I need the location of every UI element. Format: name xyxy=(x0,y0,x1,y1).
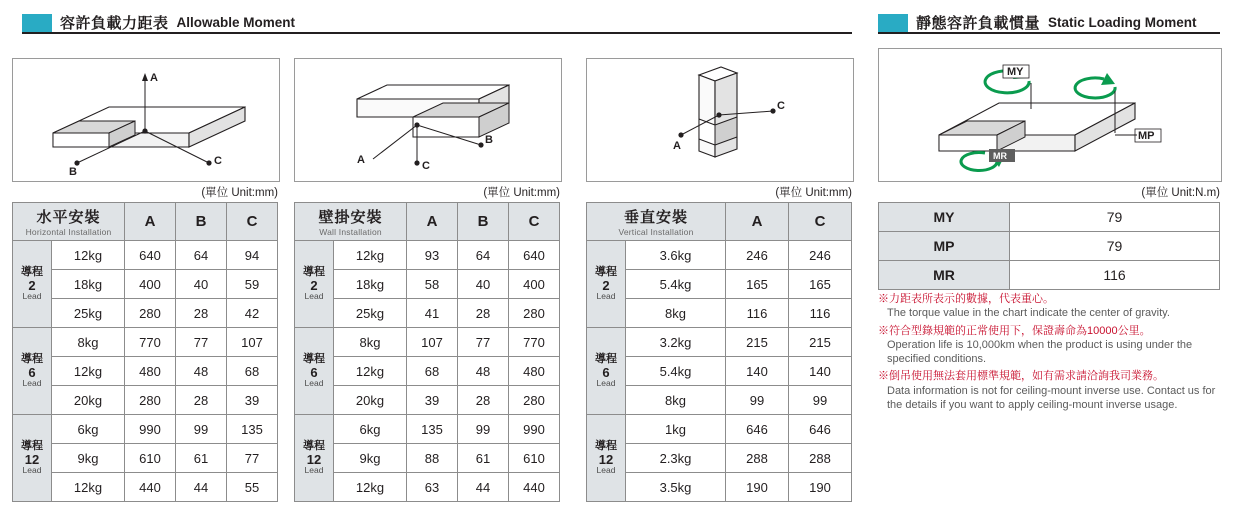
value-cell-a: 215 xyxy=(726,328,789,357)
value-cell-a: 140 xyxy=(726,357,789,386)
value-cell-c: 288 xyxy=(789,444,852,473)
value-cell-c: 646 xyxy=(789,415,852,444)
value-cell-a: 610 xyxy=(125,444,176,473)
column-header-b: B xyxy=(458,203,509,241)
lead-value: 2 xyxy=(28,277,36,293)
load-cell: 25kg xyxy=(334,299,407,328)
load-cell: 5.4kg xyxy=(626,357,726,386)
value-cell-c: 640 xyxy=(509,241,560,270)
lead-label-en: Lead xyxy=(596,290,616,301)
table-row xyxy=(587,270,852,299)
value-cell-b: 64 xyxy=(176,241,227,270)
label-mr-static: MR xyxy=(993,151,1007,161)
note-zh-2: ※符合型錄規範的正常使用下，保證壽命為10000公里。 xyxy=(878,324,1151,337)
value-cell-a: 88 xyxy=(407,444,458,473)
table-row xyxy=(295,299,560,328)
diagram-horizontal-installation xyxy=(12,58,280,182)
value-cell-c: 440 xyxy=(509,473,560,502)
table-row xyxy=(587,473,852,502)
column-header-c: C xyxy=(789,203,852,241)
value-cell-c: 107 xyxy=(227,328,278,357)
value-cell-a: 99 xyxy=(726,386,789,415)
lead-value: 12 xyxy=(24,451,40,467)
value-cell-a: 93 xyxy=(407,241,458,270)
table-horizontal-installation xyxy=(12,202,278,502)
lead-label-zh: 導程 xyxy=(303,353,325,366)
lead-group-cell xyxy=(587,328,626,415)
label-c-vertical: C xyxy=(777,100,785,112)
value-cell-c: 215 xyxy=(789,328,852,357)
table-row xyxy=(587,241,852,270)
value-cell-a: 39 xyxy=(407,386,458,415)
table-title-zh: 壁掛安裝 xyxy=(318,209,383,226)
lead-value: 12 xyxy=(306,451,322,467)
value-cell-b: 40 xyxy=(458,270,509,299)
value-cell-c: 42 xyxy=(227,299,278,328)
lead-group-cell xyxy=(587,241,626,328)
table-vertical-installation xyxy=(586,202,852,502)
value-cell-c: 190 xyxy=(789,473,852,502)
note-en-2: Operation life is 10,000km when the product is using under the specified conditions. xyxy=(887,338,1193,366)
unit-label-wall: (單位 Unit:mm) xyxy=(483,187,560,199)
load-cell: 12kg xyxy=(334,357,407,386)
static-value-mr: 116 xyxy=(1010,261,1220,290)
label-b-horizontal: B xyxy=(69,166,77,178)
accent-bar-left xyxy=(22,14,52,32)
lead-label-zh: 導程 xyxy=(21,353,43,366)
lead-label-zh: 導程 xyxy=(595,353,617,366)
load-cell: 25kg xyxy=(52,299,125,328)
accent-bar-right xyxy=(878,14,908,32)
note-en-1: The torque value in the chart indicate the center of gravity. xyxy=(887,307,1170,320)
table-row xyxy=(13,270,278,299)
table-row xyxy=(295,473,560,502)
note-zh-1: ※力距表所表示的數據，代表重心。 xyxy=(878,293,1054,305)
table-row xyxy=(587,357,852,386)
label-mp-static: MP xyxy=(1138,130,1155,142)
lead-value: 6 xyxy=(28,364,36,380)
column-header-a: A xyxy=(407,203,458,241)
load-cell: 18kg xyxy=(52,270,125,299)
load-cell: 12kg xyxy=(334,473,407,502)
table-row xyxy=(295,415,560,444)
value-cell-c: 770 xyxy=(509,328,560,357)
label-a-wall: A xyxy=(357,154,365,166)
lead-value: 12 xyxy=(598,451,614,467)
value-cell-b: 48 xyxy=(458,357,509,386)
value-cell-a: 440 xyxy=(125,473,176,502)
table-title-en: Vertical Installation xyxy=(618,227,694,237)
table-title-cell xyxy=(587,203,726,241)
value-cell-a: 280 xyxy=(125,299,176,328)
table-wall-installation xyxy=(294,202,560,502)
table-row xyxy=(295,444,560,473)
load-cell: 3.2kg xyxy=(626,328,726,357)
table-row xyxy=(13,241,278,270)
load-cell: 12kg xyxy=(52,241,125,270)
value-cell-a: 288 xyxy=(726,444,789,473)
lead-label-zh: 導程 xyxy=(21,266,43,279)
table-row xyxy=(295,386,560,415)
value-cell-b: 40 xyxy=(176,270,227,299)
value-cell-a: 990 xyxy=(125,415,176,444)
table-row-header xyxy=(587,203,852,241)
value-cell-b: 28 xyxy=(176,386,227,415)
header-rule-right xyxy=(878,32,1220,34)
table-title-en: Wall Installation xyxy=(319,227,382,237)
static-value-my: 79 xyxy=(1010,203,1220,232)
value-cell-b: 64 xyxy=(458,241,509,270)
load-cell: 20kg xyxy=(52,386,125,415)
column-header-a: A xyxy=(125,203,176,241)
value-cell-a: 480 xyxy=(125,357,176,386)
value-cell-b: 28 xyxy=(458,386,509,415)
lead-label-en: Lead xyxy=(596,464,616,475)
value-cell-c: 94 xyxy=(227,241,278,270)
table-static-loading-moment xyxy=(878,202,1220,290)
static-key-my: MY xyxy=(879,203,1010,232)
load-cell: 9kg xyxy=(52,444,125,473)
lead-label-en: Lead xyxy=(304,377,324,388)
unit-label-horizontal: (單位 Unit:mm) xyxy=(201,187,278,199)
load-cell: 8kg xyxy=(334,328,407,357)
table-row xyxy=(13,473,278,502)
table-row xyxy=(13,357,278,386)
load-cell: 12kg xyxy=(52,473,125,502)
load-cell: 12kg xyxy=(334,241,407,270)
lead-group-cell xyxy=(295,415,334,502)
value-cell-b: 61 xyxy=(458,444,509,473)
lead-value: 2 xyxy=(602,277,610,293)
unit-label-static: (單位 Unit:N.m) xyxy=(1141,187,1220,199)
header-rule-left xyxy=(22,32,852,34)
value-cell-c: 280 xyxy=(509,386,560,415)
table-title-en: Horizontal Installation xyxy=(25,227,112,237)
static-key-mp: MP xyxy=(879,232,1010,261)
lead-label-zh: 導程 xyxy=(303,440,325,453)
diagram-static-loading xyxy=(878,48,1222,182)
value-cell-c: 135 xyxy=(227,415,278,444)
value-cell-a: 246 xyxy=(726,241,789,270)
value-cell-c: 280 xyxy=(509,299,560,328)
value-cell-c: 77 xyxy=(227,444,278,473)
value-cell-a: 58 xyxy=(407,270,458,299)
table-row-header xyxy=(13,203,278,241)
load-cell: 9kg xyxy=(334,444,407,473)
section-title-zh-left: 容許負載力距表 xyxy=(60,15,169,32)
value-cell-a: 165 xyxy=(726,270,789,299)
table-title-cell xyxy=(13,203,125,241)
value-cell-c: 990 xyxy=(509,415,560,444)
load-cell: 18kg xyxy=(334,270,407,299)
value-cell-a: 770 xyxy=(125,328,176,357)
table-title-zh: 垂直安裝 xyxy=(623,209,688,226)
value-cell-a: 400 xyxy=(125,270,176,299)
load-cell: 8kg xyxy=(52,328,125,357)
column-header-c: C xyxy=(227,203,278,241)
label-c-horizontal: C xyxy=(214,155,222,167)
lead-label-en: Lead xyxy=(304,290,324,301)
unit-label-vertical: (單位 Unit:mm) xyxy=(775,187,852,199)
table-row xyxy=(13,328,278,357)
table-row xyxy=(587,415,852,444)
value-cell-c: 68 xyxy=(227,357,278,386)
load-cell: 5.4kg xyxy=(626,270,726,299)
value-cell-a: 646 xyxy=(726,415,789,444)
table-row xyxy=(13,415,278,444)
lead-group-cell xyxy=(295,328,334,415)
value-cell-b: 61 xyxy=(176,444,227,473)
lead-value: 2 xyxy=(310,277,318,293)
section-header-allowable-moment xyxy=(22,12,295,33)
load-cell: 3.6kg xyxy=(626,241,726,270)
lead-label-en: Lead xyxy=(22,290,42,301)
lead-label-en: Lead xyxy=(22,464,42,475)
value-cell-a: 68 xyxy=(407,357,458,386)
lead-label-zh: 導程 xyxy=(21,440,43,453)
diagram-vertical-installation xyxy=(586,58,854,182)
lead-value: 6 xyxy=(310,364,318,380)
lead-label-en: Lead xyxy=(304,464,324,475)
table-row xyxy=(587,386,852,415)
lead-label-en: Lead xyxy=(22,377,42,388)
value-cell-c: 246 xyxy=(789,241,852,270)
table-title-zh: 水平安裝 xyxy=(36,209,101,226)
value-cell-b: 48 xyxy=(176,357,227,386)
value-cell-b: 77 xyxy=(176,328,227,357)
table-row xyxy=(587,328,852,357)
value-cell-b: 44 xyxy=(176,473,227,502)
section-header-static-loading xyxy=(878,12,1197,33)
value-cell-a: 63 xyxy=(407,473,458,502)
lead-group-cell xyxy=(587,415,626,502)
note-zh-3: ※倒吊使用無法套用標準規範，如有需求請洽詢我司業務。 xyxy=(878,370,1164,383)
table-row xyxy=(587,299,852,328)
table-row xyxy=(587,444,852,473)
value-cell-b: 28 xyxy=(458,299,509,328)
table-row xyxy=(879,261,1220,290)
lead-group-cell xyxy=(13,241,52,328)
lead-label-zh: 導程 xyxy=(595,266,617,279)
section-title-en-right: Static Loading Moment xyxy=(1048,15,1197,30)
value-cell-a: 116 xyxy=(726,299,789,328)
table-row xyxy=(879,203,1220,232)
value-cell-c: 55 xyxy=(227,473,278,502)
value-cell-b: 28 xyxy=(176,299,227,328)
value-cell-c: 610 xyxy=(509,444,560,473)
value-cell-a: 107 xyxy=(407,328,458,357)
lead-value: 6 xyxy=(602,364,610,380)
value-cell-c: 165 xyxy=(789,270,852,299)
column-header-b: B xyxy=(176,203,227,241)
load-cell: 2.3kg xyxy=(626,444,726,473)
value-cell-c: 59 xyxy=(227,270,278,299)
load-cell: 3.5kg xyxy=(626,473,726,502)
value-cell-c: 116 xyxy=(789,299,852,328)
value-cell-c: 99 xyxy=(789,386,852,415)
load-cell: 8kg xyxy=(626,299,726,328)
value-cell-a: 190 xyxy=(726,473,789,502)
value-cell-c: 140 xyxy=(789,357,852,386)
column-header-c: C xyxy=(509,203,560,241)
lead-label-en: Lead xyxy=(596,377,616,388)
table-title-cell xyxy=(295,203,407,241)
load-cell: 20kg xyxy=(334,386,407,415)
load-cell: 6kg xyxy=(52,415,125,444)
value-cell-c: 480 xyxy=(509,357,560,386)
section-title-zh-right: 靜態容許負載慣量 xyxy=(916,15,1041,32)
value-cell-b: 99 xyxy=(176,415,227,444)
label-c-wall: C xyxy=(422,160,430,172)
table-row xyxy=(13,299,278,328)
table-row xyxy=(13,444,278,473)
value-cell-b: 77 xyxy=(458,328,509,357)
static-key-mr: MR xyxy=(879,261,1010,290)
label-my-static: MY xyxy=(1007,66,1024,78)
label-b-wall: B xyxy=(485,134,493,146)
table-row xyxy=(295,357,560,386)
value-cell-a: 41 xyxy=(407,299,458,328)
lead-group-cell xyxy=(295,241,334,328)
table-row xyxy=(13,386,278,415)
column-header-a: A xyxy=(726,203,789,241)
load-cell: 6kg xyxy=(334,415,407,444)
table-row xyxy=(879,232,1220,261)
diagram-wall-installation xyxy=(294,58,562,182)
table-row-header xyxy=(295,203,560,241)
load-cell: 1kg xyxy=(626,415,726,444)
note-en-3: Data information is not for ceiling-mount inverse use. Contact us for the details if you want to apply ceiling-mount inverse usage. xyxy=(887,384,1216,412)
lead-label-zh: 導程 xyxy=(595,440,617,453)
section-title-en-left: Allowable Moment xyxy=(176,15,296,30)
lead-group-cell xyxy=(13,328,52,415)
value-cell-b: 99 xyxy=(458,415,509,444)
table-row xyxy=(295,270,560,299)
table-row xyxy=(295,328,560,357)
value-cell-c: 400 xyxy=(509,270,560,299)
lead-label-zh: 導程 xyxy=(303,266,325,279)
load-cell: 12kg xyxy=(52,357,125,386)
lead-group-cell xyxy=(13,415,52,502)
value-cell-a: 135 xyxy=(407,415,458,444)
label-a-vertical: A xyxy=(673,140,681,152)
value-cell-c: 39 xyxy=(227,386,278,415)
value-cell-a: 640 xyxy=(125,241,176,270)
notes-block xyxy=(878,292,1228,415)
static-value-mp: 79 xyxy=(1010,232,1220,261)
table-row xyxy=(295,241,560,270)
value-cell-b: 44 xyxy=(458,473,509,502)
label-a-horizontal: A xyxy=(150,72,158,84)
load-cell: 8kg xyxy=(626,386,726,415)
value-cell-a: 280 xyxy=(125,386,176,415)
